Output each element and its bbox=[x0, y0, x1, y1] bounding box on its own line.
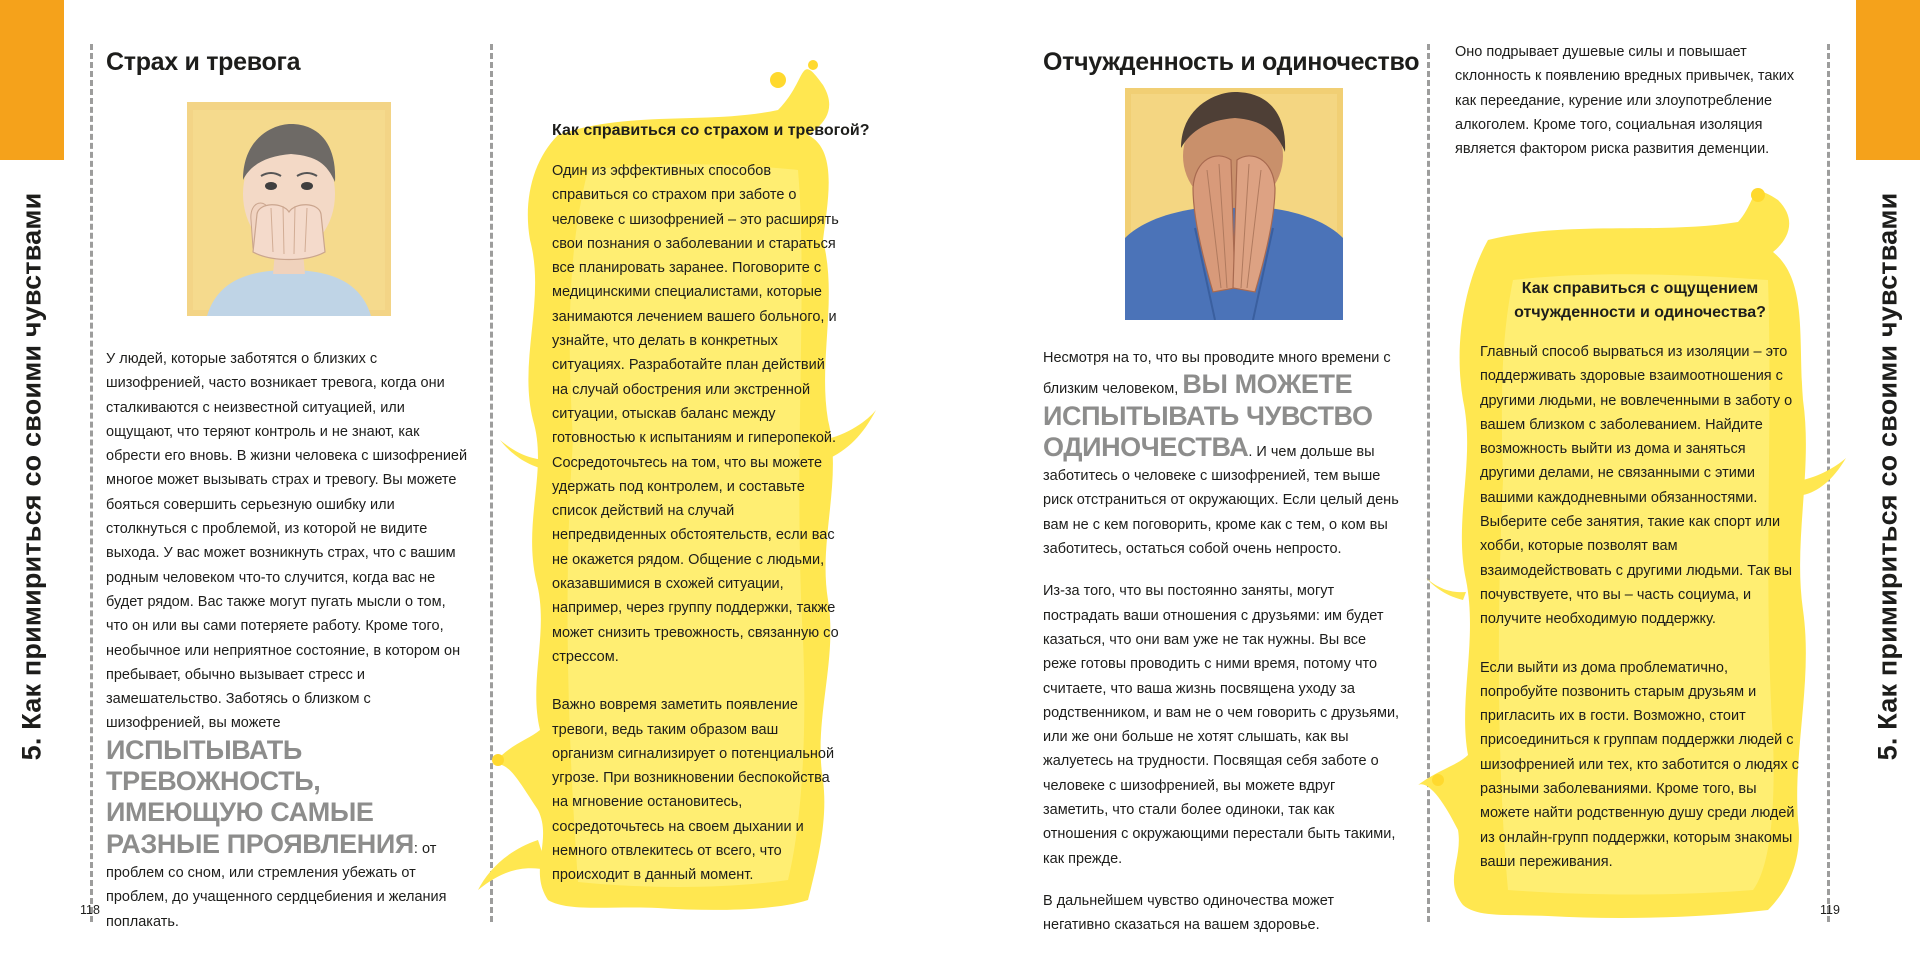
right-paragraph-2: Из-за того, что вы постоянно заняты, могут пострадать ваши отношения с друзьями: им будет казаться, что они вам уже не так нужны. Вы все реже готовы проводить с ними время, потому что считаете, что ваша жизнь посвящена уходу за родственником, и вам не о чем говорить с друзьями, или же они больше не хотят слышать, как вы жалуетесь на трудности. Посвящая себя заботе о человеке с шизофренией, вы можете вдруг заметить, что стали более одиноки, так как отношения с окружающими перестали быть такими, как прежде. bbox=[1043, 583, 1400, 867]
right-body-text bbox=[1043, 346, 1403, 956]
right-orange-tab bbox=[1856, 0, 1920, 160]
left-chapter-title: 5. Как примириться со своими чувствами bbox=[16, 192, 47, 760]
man-covering-mouth-illustration bbox=[187, 102, 391, 316]
divider-left-outer bbox=[90, 44, 93, 922]
left-box-paragraph-2: Важно вовремя заметить появление тревоги, ведь таким образом ваш организм сигнализирует о потенциальной угрозе. При возникновении беспокойства на мгновение остановитесь, сосредоточьтесь на своем дыхании и немного отвлекитесь от всего, что происходит в данный момент. bbox=[552, 697, 835, 884]
right-column-text: Оно подрывает душевые силы и повышает склонность к появлению вредных привычек, таких как переедание, курение или злоупотребление алкоголем. Кроме того, социальная изоляция является фактором риска развития деменции. bbox=[1455, 44, 1795, 158]
left-pull-quote: ИСПЫТЫВАТЬ ТРЕВОЖНОСТЬ, ИМЕЮЩУЮ САМЫЕ РАЗНЫЕ ПРОЯВЛЕНИЯ bbox=[106, 734, 414, 859]
left-box-heading: Как справиться со страхом и тревогой? bbox=[552, 122, 870, 139]
left-orange-tab bbox=[0, 0, 64, 160]
right-pull-quote: ВЫ МОЖЕТЕ ИСПЫТЫВАТЬ ЧУВСТВО ОДИНОЧЕСТВА bbox=[1043, 369, 1373, 462]
right-chapter-title: 5. Как примириться со своими чувствами bbox=[1872, 192, 1903, 760]
page-heading-loneliness: Отчужденность и одиночество bbox=[1043, 48, 1420, 76]
page-number-left: 118 bbox=[80, 903, 100, 917]
right-paragraph-3: В дальнейшем чувство одиночества может негативно сказаться на вашем здоровье. bbox=[1043, 892, 1334, 934]
left-box-paragraph-1: Один из эффективных способов справиться со страхом при заботе о человеке с шизофренией – это расширять свои познания о заболевании и стараться все планировать заранее. Поговорите с медицинскими специалистами, которые занимаются лечением вашего больного, и узнайте, что делать в конкретных ситуациях. Разработайте план действий на случай обострения или экстренной ситуации, отыскав баланс между готовностью к испытаниям и гиперопекой. Сосредоточьтесь на том, что вы можете удержать под контролем, и составьте список действий на случай непредвиденных обстоятельств, если вас не окажется рядом. Общение с людьми, оказавшимися в схожей ситуации, например, через группу поддержки, также может снизить тревожность, связанную со стрессом. bbox=[552, 163, 839, 665]
man-covering-face-illustration bbox=[1125, 88, 1343, 320]
page-heading-fear: Страх и тревога bbox=[106, 48, 301, 76]
right-box-heading: Как справиться с ощущением отчужденности и одиночества? bbox=[1514, 280, 1766, 321]
right-box-paragraph-2: Если выйти из дома проблематично, попробуйте позвонить старым друзьям и пригласить их в гости. Возможно, стоит присоединиться к группам поддержки людей с шизофренией или тех, кто заботится о людях с разными заболеваниями. Кроме того, вы можете найти родственную душу среди людей из онлайн-групп поддержки, которым знакомы ваши переживания. bbox=[1480, 659, 1799, 870]
page-number-right: 119 bbox=[1820, 903, 1840, 917]
left-body-text: У людей, которые заботятся о близких с шизофренией, часто возникает тревога, когда они сталкиваются с неизвестной ситуацией, или ощущают, что теряют контроль и не знают, как обрести его вновь. В жизни человека с шизофренией многое может вызывать страх и тревогу. Вы можете бояться совершить серьезную ошибку или столкнуться с проблемой, из которой не видите выхода. У вас может возникнуть страх, что с вашим родным человеком что-то случится, когда вас не будет рядом. Вас также могут пугать мысли о том, что он или вы сами потеряете работу. Кроме того, необычное или неприятное состояние, в котором он пребывает, обычно вызывает стресс и замешательство. Заботясь о близком с шизофренией, вы можете ИСПЫТЫВАТЬ ТРЕВОЖНОСТЬ, ИМЕЮЩУЮ САМЫЕ РАЗНЫЕ ПРОЯВЛЕНИЯ: от проблем со сном, или стремления убежать от проблем, до учащенного сердцебиения и желания поплакать. bbox=[106, 351, 468, 930]
right-paragraph-1: Несмотря на то, что вы проводите много времени с близким человеком, ВЫ МОЖЕТЕ ИСПЫТЫВАТЬ ЧУВСТВО ОДИНОЧЕСТВА. И чем дольше вы заботитесь о человеке с шизофренией, тем выше риск отстраниться от окружающих. Если целый день вам не с кем поговорить, кроме как с тем, о ком вы заботитесь, остаться собой очень непросто. bbox=[1043, 350, 1399, 558]
left-box-text bbox=[552, 159, 842, 912]
right-box-paragraph-1: Главный способ вырваться из изоляции – это поддерживать здоровые взаимоотношения с другими людьми, не вовлеченными в заботу о вашем близком с заболеванием. Найдите возможность выйти из дома и заняться другими делами, не связанными с этими вашими каждодневными обязанностями. Выберите себе занятия, такие как спорт или хобби, которые позволят вам взаимодействовать с другими людьми. Так вы почувствуете, что вы – часть социума, и получите необходимую поддержку. bbox=[1480, 344, 1793, 628]
right-box-text bbox=[1480, 340, 1802, 898]
